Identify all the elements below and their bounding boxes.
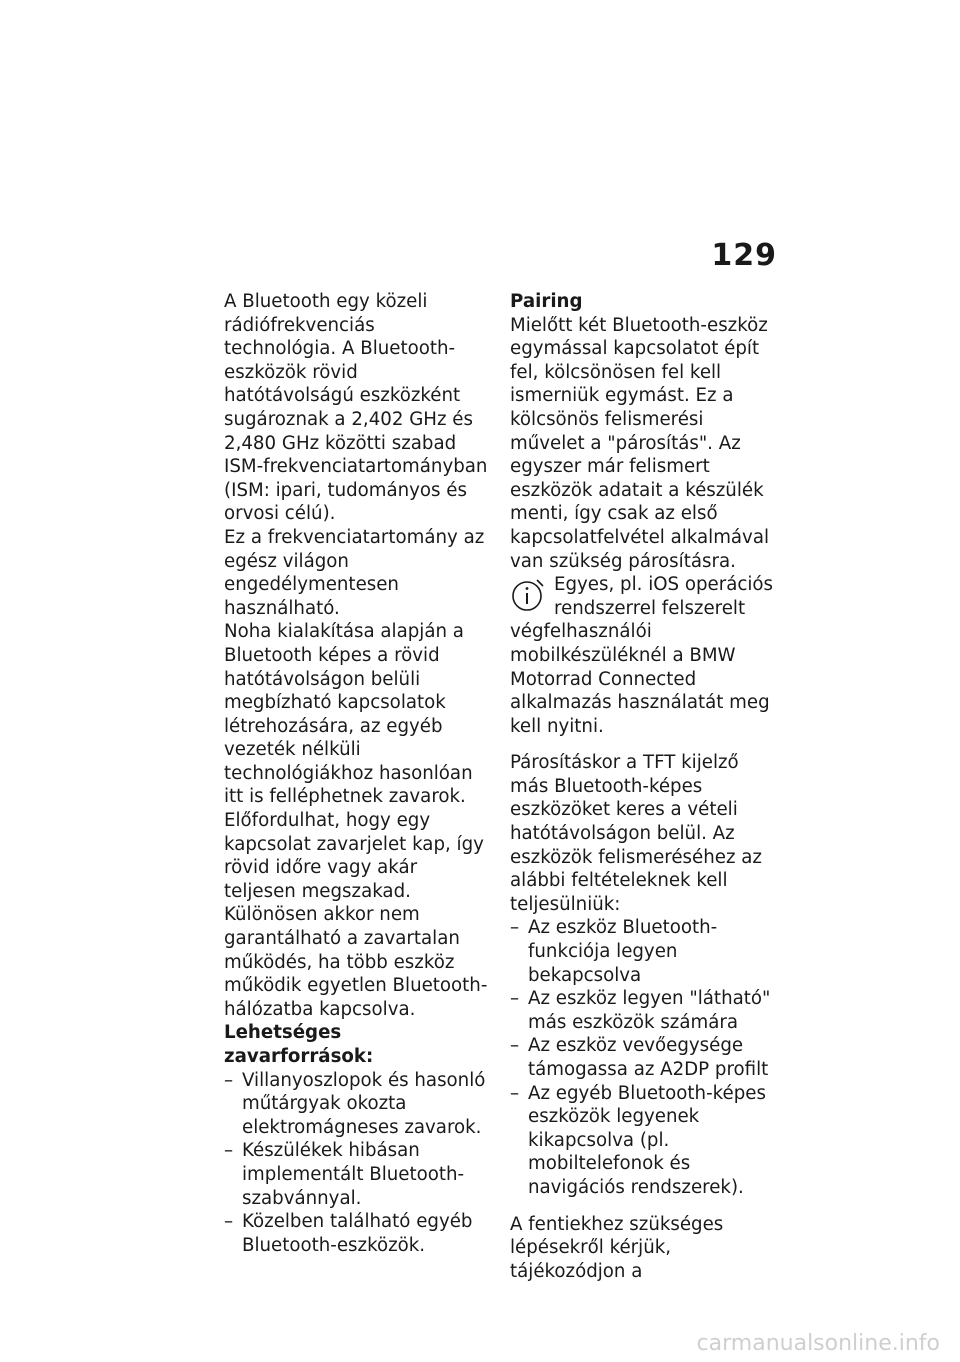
- page-number: 129: [711, 238, 777, 273]
- note-text: Egyes, pl. iOS operációs rendszerrel felszerelt végfelhasználói mobilkészüléknél a BMW Motorrad Connected alkalmazás használatát meg kell nyitni.: [510, 574, 774, 737]
- list-item: – Az egyéb Bluetooth-képes eszközök legyenek kikapcsolva (pl. mobiltelefonok és navigációs rendszerek).: [510, 1082, 782, 1200]
- pairing-heading: Pairing: [510, 291, 583, 312]
- pairing-conditions-list: [510, 916, 782, 1199]
- list-item: – Villanyoszlopok és hasonló műtárgyak okozta elektromágneses zavarok.: [224, 1069, 490, 1140]
- interference-sources-heading: Lehetséges zavarforrások:: [224, 1022, 374, 1067]
- paragraph-pairing-intro: Mielőtt két Bluetooth-eszköz egymással kapcsolatot épít fel, kölcsönösen fel kell ismerniük egymást. Ez a kölcsönös felismerési művelet a "párosítás". Az egyszer már felismert eszközök adatait a készülék menti, így csak az első kapcsolatfelvétel alkalmával van szükség párosításra.: [510, 314, 770, 572]
- list-item: – Készülékek hibásan implementált Bluetooth-szabvánnyal.: [224, 1139, 490, 1210]
- list-item: – Az eszköz legyen "látható" más eszközök számára: [510, 987, 782, 1034]
- list-item: – Az eszköz Bluetooth-funkciója legyen bekapcsolva: [510, 916, 782, 987]
- paragraph-bluetooth-intro: A Bluetooth egy közeli rádiófrekvenciás technológia. A Bluetooth-eszközök rövid hatótávolságú eszközként sugároznak a 2,402 GHz és 2,480 GHz közötti szabad ISM-frekvenciatartományban (ISM: ipari, tudományos és orvosi célú).: [224, 291, 488, 525]
- list-item: – Közelben található egyéb Bluetooth-eszközök.: [224, 1210, 490, 1257]
- right-column: [510, 290, 782, 1283]
- paragraph-pairing-search: Párosításkor a TFT kijelző más Bluetooth-képes eszközöket keres a vételi hatótávolságon belül. Az eszközök felismeréséhez az alábbi feltételeknek kell teljesülniük:: [510, 752, 762, 915]
- paragraph-further-steps: A fentiekhez szükséges lépésekről kérjük, tájékozódjon a: [510, 1213, 724, 1282]
- left-column: [224, 290, 490, 1257]
- info-note: [510, 573, 782, 738]
- paragraph-interference: Noha kialakítása alapján a Bluetooth képes a rövid hatótávolságon belüli megbízható kapcsolatok létrehozására, az egyéb vezeték nélküli technológiákhoz hasonlóan itt is felléphetnek zavarok. Előfordulhat, hogy egy kapcsolat zavarjelet kap, így rövid időre vagy akár teljesen megszakad. Különösen akkor nem garantálható a zavartalan működés, ha több eszköz működik egyetlen Bluetooth-hálózatba kapcsolva.: [224, 621, 488, 1020]
- watermark: carmanualsonline.info: [696, 1331, 940, 1356]
- list-item: – Az eszköz vevőegysége támogassa az A2DP profilt: [510, 1034, 782, 1081]
- info-note-icon: [510, 577, 546, 613]
- interference-sources-list: [224, 1069, 490, 1258]
- paragraph-license-free: Ez a frekvenciatartomány az egész világon engedélymentesen használható.: [224, 526, 485, 619]
